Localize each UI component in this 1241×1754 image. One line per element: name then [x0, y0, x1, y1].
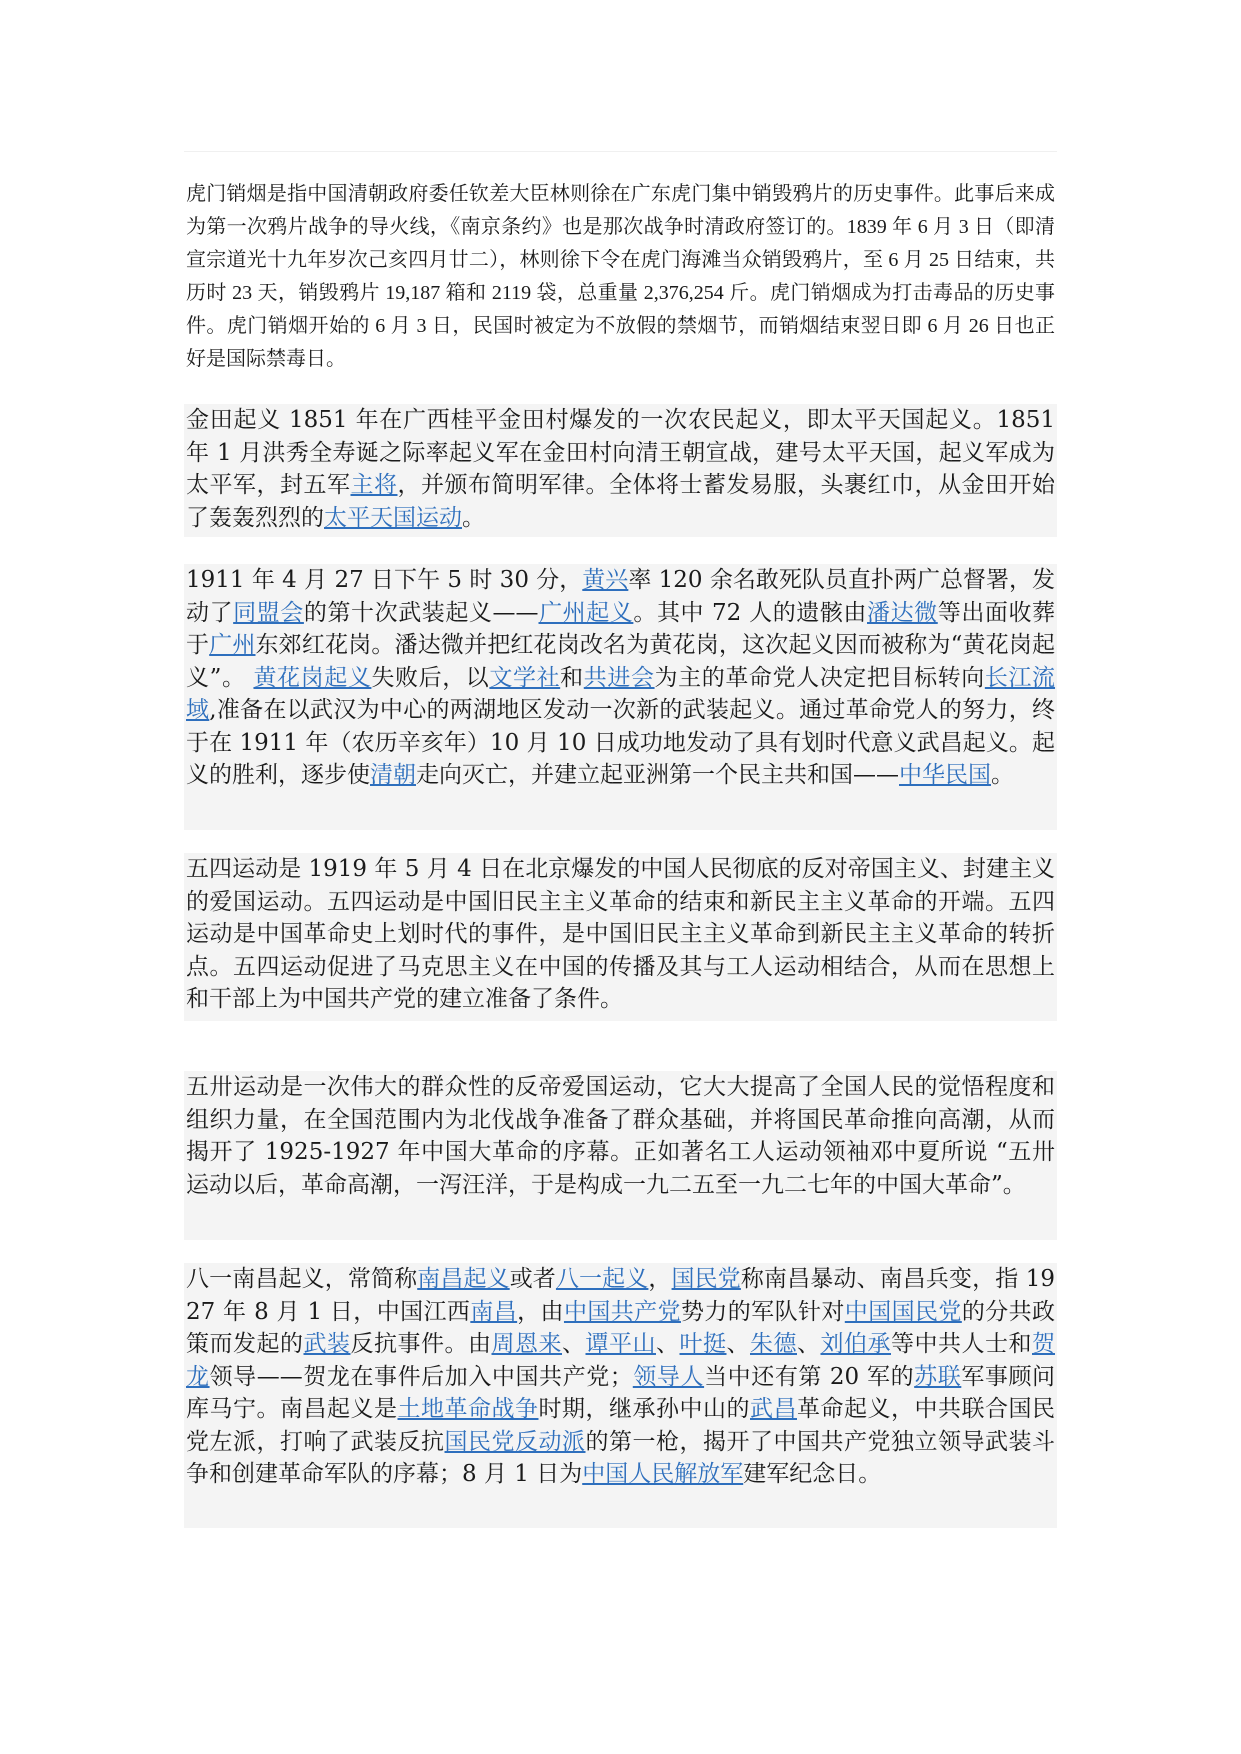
link-guangzhou[interactable]: 广州 [209, 632, 256, 658]
link-wenxueshe[interactable]: 文学社 [489, 664, 561, 691]
link-helong[interactable]: 贺龙 [186, 1331, 1055, 1390]
text-span: 军事顾问库马宁。南昌起义是 [186, 1363, 1056, 1422]
link-liubocheng[interactable]: 刘伯承 [820, 1331, 891, 1357]
text-span: 或者 [509, 1266, 556, 1292]
link-pandawei[interactable]: 潘达微 [867, 599, 938, 626]
text-span: 建军纪念日。 [743, 1461, 882, 1487]
text-span: 的第十次武装起义—— [303, 599, 539, 626]
link-qing-dynasty[interactable]: 清朝 [370, 762, 416, 788]
link-wuzhuang[interactable]: 武装 [303, 1331, 351, 1357]
link-zhujiang[interactable]: 主将 [350, 472, 398, 498]
link-yangtze-basin[interactable]: 长江流域 [186, 664, 1056, 723]
text-span: 金田起义 1851 年在广西桂平金田村爆发的一次农民起义，即太平天国起义。1851 年 1 月洪秀全寿诞之际率起义军在金田村向清王朝宣战，建号太平天国，起义军成为太平军，封五军 [186, 407, 1055, 498]
link-guomindang[interactable]: 国民党 [671, 1266, 741, 1292]
link-republic-of-china[interactable]: 中华民国 [899, 762, 991, 788]
text-span: 的分共政策而发起的 [186, 1298, 1056, 1357]
link-soviet-union[interactable]: 苏联 [914, 1363, 962, 1390]
text-span: 东郊红花岗。潘达微并把红花岗改名为黄花岗，这次起义因而被称为“黄花岗起义”。 [186, 632, 1056, 691]
paragraph-may-thirtieth: 五卅运动是一次伟大的群众性的反帝爱国运动，它大大提高了全国人民的觉悟程度和组织力量，在全国范围内为北伐战争准备了群众基础，并将国民革命推向高潮，从而揭开了 1925-1927 年中国大革命的序幕。正如著名工人运动领袖邓中夏所说 “五卅运动以后，革命高潮，一泻汪洋，于是构成一九二五至一九二七年的中国大革命”。 [184, 1071, 1057, 1240]
text-span: ，并颁布简明军律。全体将士蓄发易服，头裹红巾，从金田开始了轰轰烈烈的 [186, 472, 1055, 531]
link-wuchang[interactable]: 武昌 [750, 1396, 797, 1422]
text-span: ， [648, 1266, 672, 1292]
link-zhouenlai[interactable]: 周恩来 [491, 1331, 562, 1357]
top-divider [184, 151, 1057, 152]
text-span: 等出面收葬于 [186, 599, 1056, 658]
link-huanghuagang-uprising[interactable]: 黄花岗起义 [253, 664, 372, 691]
text-span: ，由 [517, 1298, 564, 1325]
text-span: 领导——贺龙在事件后加入中国共产党； [209, 1363, 633, 1390]
text-span: ,准备在以武汉为中心的两湖地区发动一次新的武装起义。通过革命党人的努力，终于在 1911 年（农历辛亥年）10 月 10 日成功地发动了具有划时代意义武昌起义。起义的胜利，逐步使 [186, 697, 1056, 788]
text-span: 和 [560, 664, 584, 691]
text-span: 1911 年 4 月 27 日下午 5 时 30 分， [186, 567, 583, 593]
link-land-revolution-war[interactable]: 土地革命战争 [397, 1396, 539, 1422]
link-nanchang-uprising[interactable]: 南昌起义 [417, 1266, 510, 1292]
text-span: 率 120 余名敢死队员直扑两广总督署，发动了 [186, 567, 1056, 626]
link-taiping-movement[interactable]: 太平天国运动 [324, 504, 462, 531]
text-span: 失败后，以 [371, 664, 490, 691]
text-span: 称南昌暴动、南昌兵变，指 1927 年 8 月 1 日，中国江西 [186, 1266, 1056, 1325]
paragraph-nanchang-uprising [184, 1263, 1057, 1528]
paragraph-humen-opium: 虎门销烟是指中国清朝政府委任钦差大臣林则徐在广东虎门集中销毁鸦片的历史事件。此事后来成为第一次鸦片战争的导火线，《南京条约》也是那次战争时清政府签订的。1839 年 6 月 3 日（即清宣宗道光十九年岁次己亥四月廿二），林则徐下令在虎门海滩当众销毁鸦片，至 6 月 25 日结束，共历时 23 天，销毁鸦片 19,187 箱和 2119 袋，总重量 2,376,254 斤。虎门销烟成为打击毒品的历史事件。虎门销烟开始的 6 月 3 日，民国时被定为不放假的禁烟节，而销烟结束翌日即 6 月 26 日也正好是国际禁毒日。 [186, 183, 1055, 370]
text-span: 时期，继承孙中山的 [538, 1396, 750, 1422]
link-lingdaoren[interactable]: 领导人 [632, 1363, 705, 1390]
link-nanchang[interactable]: 南昌 [470, 1298, 518, 1325]
link-kmt-reactionaries[interactable]: 国民党反动派 [444, 1428, 586, 1455]
text-span: 势力的军队针对 [680, 1298, 845, 1325]
text-span: 、 [562, 1331, 586, 1357]
link-guangzhou-uprising[interactable]: 广州起义 [538, 599, 634, 626]
text-span: 、 [656, 1331, 680, 1357]
link-ccp[interactable]: 中国共产党 [563, 1298, 681, 1325]
paragraph-may-fourth: 五四运动是 1919 年 5 月 4 日在北京爆发的中国人民彻底的反对帝国主义、封建主义的爱国运动。五四运动是中国旧民主主义革命的结束和新民主主义革命的开端。五四运动是中国革命史上划时代的事件，是中国旧民主主义革命到新民主主义革命的转折点。五四运动促进了马克思主义在中国的传播及其与工人运动相结合，从而在思想上和干部上为中国共产党的建立准备了条件。 [184, 853, 1057, 1021]
text-span: 、 [797, 1331, 821, 1357]
link-bayi-uprising[interactable]: 八一起义 [555, 1266, 649, 1292]
text-span: 反抗事件。由 [350, 1331, 492, 1357]
link-gongjinhui[interactable]: 共进会 [583, 664, 655, 691]
paragraph-jintian-uprising [184, 404, 1057, 537]
link-pla[interactable]: 中国人民解放军 [582, 1461, 744, 1487]
link-huangxing[interactable]: 黄兴 [582, 567, 629, 593]
text-span: 的第一枪，揭开了中国共产党独立领导武装斗争和创建革命军队的序幕；8 月 1 日为 [186, 1428, 1055, 1487]
text-span: 。 [991, 762, 1014, 788]
text-span: 走向灭亡，并建立起亚洲第一个民主共和国—— [416, 762, 899, 788]
text-span: 。 [462, 504, 485, 531]
text-span: 为主的革命党人决定把目标转向 [654, 664, 985, 691]
link-kmt[interactable]: 中国国民党 [844, 1298, 962, 1325]
link-yeting[interactable]: 叶挺 [679, 1331, 727, 1357]
link-tongmenghui[interactable]: 同盟会 [233, 599, 304, 626]
link-tanpingshan[interactable]: 谭平山 [585, 1331, 656, 1357]
link-zhude[interactable]: 朱德 [750, 1331, 797, 1357]
text-span: 等中共人士和 [891, 1331, 1032, 1357]
text-span: 八一南昌起义，常简称 [186, 1266, 418, 1292]
text-span: 革命起义，中共联合国民党左派，打响了武装反抗 [186, 1396, 1055, 1455]
text-span: 、 [726, 1331, 750, 1357]
text-span: 。其中 72 人的遗骸由 [633, 599, 868, 626]
text-span: 当中还有第 20 军的 [704, 1363, 915, 1390]
paragraph-1911-uprisings [184, 564, 1057, 830]
